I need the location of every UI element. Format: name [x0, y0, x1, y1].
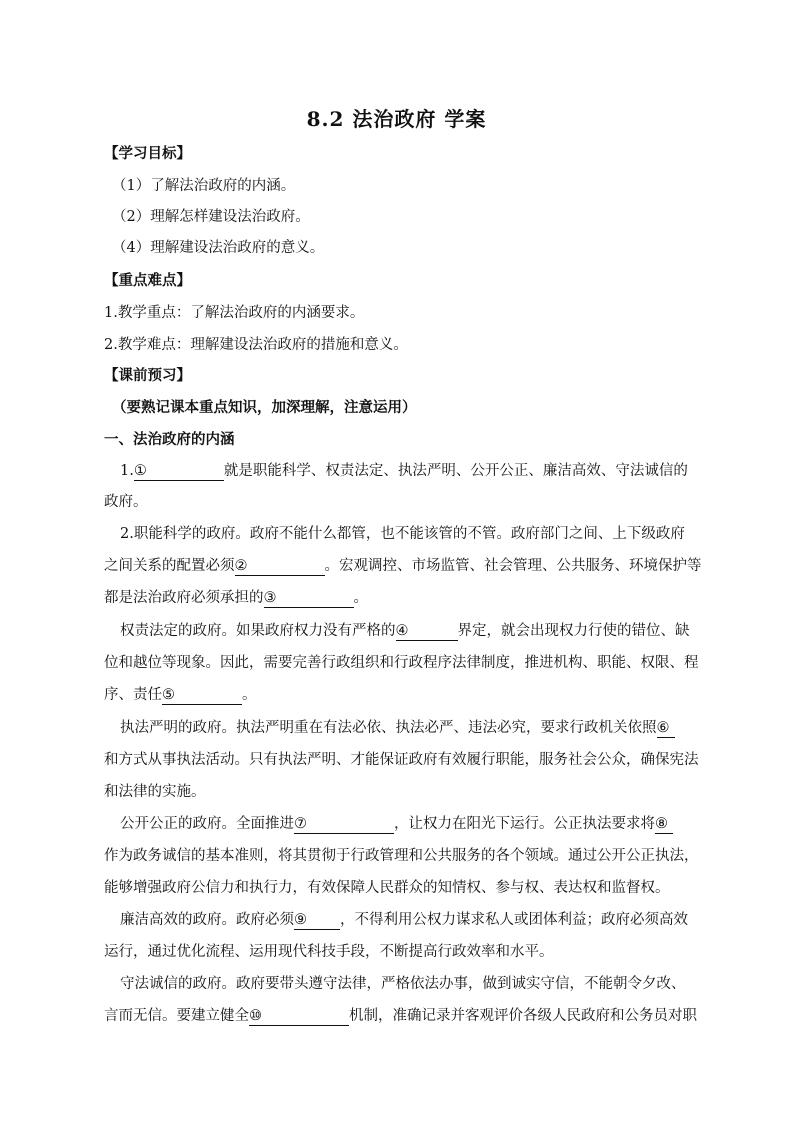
objective-item: （2）理解怎样建设法治政府。	[112, 209, 310, 225]
paragraph-line: 政府。	[104, 494, 148, 510]
keypoints-heading: 【重点难点】	[104, 272, 191, 289]
blank-number: ⑩	[249, 1008, 262, 1024]
objective-item: （4）理解建设法治政府的意义。	[112, 240, 325, 256]
text: 机制，准确记录并客观评价各级人民政府和公务员对职	[349, 1008, 697, 1024]
blank-number: ⑦	[294, 816, 307, 832]
blank-number: ④	[395, 623, 409, 639]
paragraph-line	[104, 556, 724, 576]
paragraph-line: 和方式从事执法活动。只有执法严明、才能保证政府有效履行职能，服务社会公众，确保宪法	[104, 752, 699, 768]
paragraph-line	[120, 814, 740, 834]
text: 就是职能科学、权责法定、执法严明、公开公正、廉洁高效、守法诚信的	[223, 463, 688, 479]
text: 。宏观调控、市场监管、社会管理、公共服务、环境保护等	[324, 558, 702, 574]
page-title: 8.2 法治政府 学案	[306, 107, 487, 131]
paragraph-line	[120, 621, 740, 641]
blank-number: ⑨	[294, 912, 307, 928]
text: 廉洁高效的政府。政府必须	[120, 912, 294, 928]
preview-heading: 【课前预习】	[104, 367, 191, 384]
objective-item: （1）了解法治政府的内涵。	[112, 178, 296, 194]
text: 。	[242, 687, 257, 703]
paragraph-line	[104, 1006, 724, 1026]
text: 公开公正的政府。全面推进	[120, 816, 294, 832]
text: 界定，就会出现权力行使的错位、缺	[457, 623, 690, 639]
text: 执法严明的政府。执法严明重在有法必依、执法必严、违法必究，要求行政机关依照	[120, 720, 657, 736]
paragraph-line: 位和越位等现象。因此，需要完善行政组织和行政程序法律制度，推进机构、职能、权限、程	[104, 655, 699, 671]
fill-blank-6[interactable]	[657, 719, 675, 738]
blank-number: ②	[234, 558, 248, 574]
blank-number: ⑥	[656, 720, 670, 736]
fill-blank-10[interactable]	[249, 1007, 349, 1026]
text: 权责法定的政府。如果政府权力没有严格的	[120, 623, 396, 639]
blank-number: ⑤	[162, 687, 175, 703]
objectives-heading: 【学习目标】	[104, 145, 191, 162]
fill-blank-1[interactable]	[134, 462, 224, 481]
paragraph-line	[104, 685, 724, 705]
text: ，让权力在阳光下运行。公正执法要求将	[394, 816, 655, 832]
text: 之间关系的配置必须	[104, 558, 235, 574]
text: 言而无信。要建立健全	[104, 1008, 249, 1024]
fill-blank-5[interactable]	[162, 686, 242, 705]
section-heading: 一、法治政府的内涵	[104, 431, 235, 448]
paragraph-line: 和法律的实施。	[104, 784, 206, 800]
paragraph-line: 守法诚信的政府。政府要带头遵守法律，严格依法办事，做到诚实守信，不能朝令夕改、	[120, 976, 686, 992]
blank-number: ③	[263, 590, 277, 606]
paragraph-line	[120, 461, 740, 481]
paragraph-line	[120, 718, 740, 738]
paragraph-line: 作为政务诚信的基本准则，将其贯彻于行政管理和公共服务的各个领域。通过公开公正执法，	[104, 848, 699, 864]
text: 1.	[120, 463, 134, 479]
fill-blank-7[interactable]	[294, 815, 394, 834]
preview-note: （要熟记课本重点知识，加深理解，注意运用）	[112, 399, 417, 416]
paragraph-line: 2.职能科学的政府。政府不能什么都管，也不能该管的不管。政府部门之间、上下级政府	[120, 526, 685, 542]
keypoint-item: 1.教学重点：了解法治政府的内涵要求。	[104, 305, 365, 321]
text: 。	[353, 590, 368, 606]
blank-number: ①	[133, 463, 147, 479]
fill-blank-9[interactable]	[294, 911, 340, 930]
blank-number: ⑧	[655, 816, 668, 832]
paragraph-line: 能够增强政府公信力和执行力，有效保障人民群众的知情权、参与权、表达权和监督权。	[104, 880, 670, 896]
fill-blank-2[interactable]	[235, 557, 325, 576]
text: 序、责任	[104, 687, 162, 703]
keypoint-item: 2.教学难点：理解建设法治政府的措施和意义。	[104, 337, 408, 353]
paragraph-line	[120, 910, 740, 930]
fill-blank-8[interactable]	[655, 815, 673, 834]
paragraph-line	[104, 588, 724, 608]
paragraph-line: 运行，通过优化流程、运用现代科技手段，不断提高行政效率和水平。	[104, 944, 554, 960]
text: ，不得利用公权力谋求私人或团体利益；政府必须高效	[340, 912, 688, 928]
fill-blank-3[interactable]	[264, 589, 354, 608]
text: 都是法治政府必须承担的	[104, 590, 264, 606]
fill-blank-4[interactable]	[396, 622, 458, 641]
